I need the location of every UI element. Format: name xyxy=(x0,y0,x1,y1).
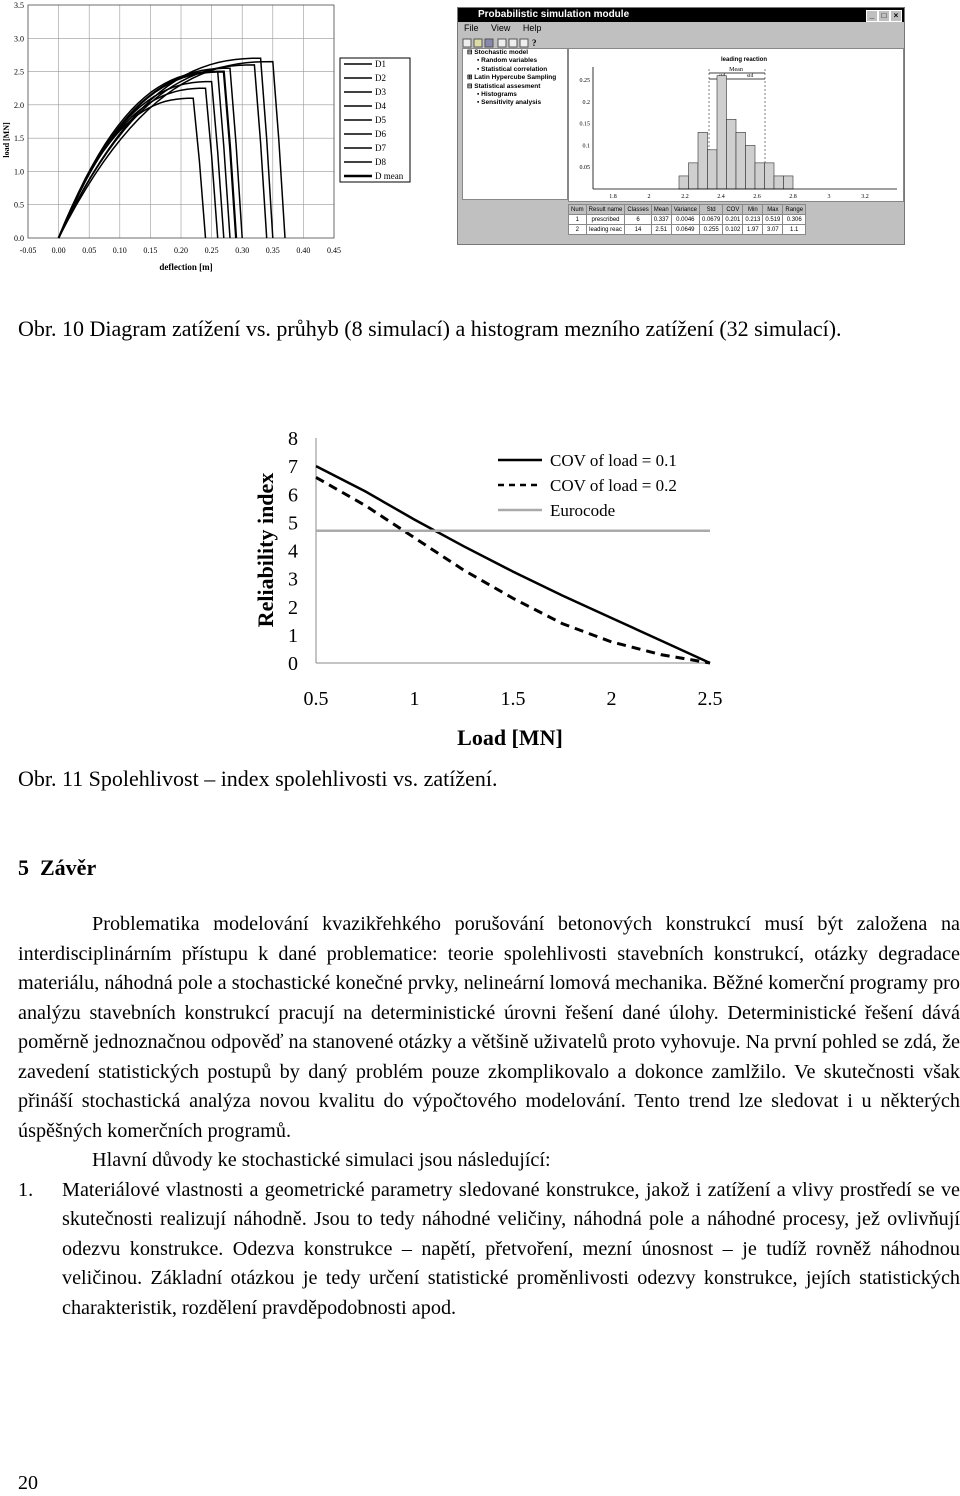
x-tick-label: 2 xyxy=(606,688,617,710)
table-cell[interactable]: prescribed xyxy=(586,215,625,225)
x-tick-label: 2 xyxy=(647,194,651,200)
window-titlebar xyxy=(458,8,904,22)
cut-icon[interactable] xyxy=(498,39,506,47)
series-line-d4 xyxy=(59,72,230,238)
y-tick-label: 0.1 xyxy=(582,143,590,150)
y-tick-label: 0.5 xyxy=(14,200,24,210)
y-tick-label: 0 xyxy=(288,653,298,675)
y-tick-label: 0.15 xyxy=(579,121,590,128)
std-right-annotation: std xyxy=(746,73,754,79)
paragraph-2: Hlavní důvody ke stochastické simulaci jsou následující: xyxy=(92,1149,551,1171)
x-tick-label: 2.2 xyxy=(681,194,689,200)
histogram-bar xyxy=(708,150,718,189)
x-tick-label: 2.4 xyxy=(717,194,725,200)
y-tick-label: 3 xyxy=(288,568,298,591)
table-cell[interactable]: 3.07 xyxy=(763,225,783,235)
legend-label: D4 xyxy=(375,101,386,111)
x-tick-label: 3.2 xyxy=(861,194,869,200)
section-heading xyxy=(18,855,96,881)
x-tick-label: 0.25 xyxy=(204,246,219,255)
x-tick-label: 0.30 xyxy=(235,246,250,255)
x-tick-label: 0.00 xyxy=(51,246,66,255)
histogram-bar xyxy=(689,163,699,189)
series-line-d-mean xyxy=(59,72,237,238)
x-tick-label: 1.5 xyxy=(500,688,526,710)
paragraph-1: Problematika modelování kvazikřehkého porušování betonových konstrukcí musí být založena na interdisciplinárním přístupu k dané problematice: teorie spolehlivosti stavebních konstrukcí, otázky degradace materiálu, náhodná pole a stochastické konečné prvky, nelineární lomová mechanika. Běžné komerční programy pro analýzu stavebních konstrukcí pracují na deterministické úrovni řešení dané úlohy. Deterministické řešení dává poměrně jednoznačnou odpověď na stanovené otázky a většině uživatelů proto vyhovuje. Na první pohled se zdá, že zavedení statistických postupů by daný problém pouze zkomplikovalo a dokonce zamlžilo. Ve skutečnosti však přináší stochastická analýza novou kvalitu do výpočtového modelování. Tento trend lze sledovat i u některých úspěšných komerčních programů. xyxy=(18,913,960,1142)
y-tick-label: 1 xyxy=(288,624,298,647)
close-button[interactable]: × xyxy=(890,10,902,22)
histogram-bar xyxy=(774,176,784,189)
copy-icon[interactable] xyxy=(509,39,517,47)
x-tick-label: 0.5 xyxy=(303,688,329,710)
results-table xyxy=(568,204,806,235)
x-axis-label: deflection [m] xyxy=(159,262,213,272)
table-header-cell: COV xyxy=(723,205,743,215)
histogram-bar xyxy=(765,163,775,189)
histogram-bar xyxy=(698,132,708,189)
tree-item-lhs[interactable]: ⊞ Latin Hypercube Sampling xyxy=(467,74,557,82)
histogram-chart xyxy=(568,48,904,202)
y-tick-label: 5 xyxy=(288,512,298,535)
x-tick-label: 0.10 xyxy=(112,246,127,255)
open-icon[interactable] xyxy=(474,39,482,47)
table-cell[interactable]: 6 xyxy=(625,215,651,225)
y-tick-label: 2 xyxy=(288,596,298,619)
table-cell[interactable]: 1.1 xyxy=(783,225,806,235)
x-tick-label: 2.6 xyxy=(753,194,761,200)
histogram-bar xyxy=(784,176,794,189)
y-tick-label: 2.0 xyxy=(14,100,24,110)
x-tick-label: 0.05 xyxy=(82,246,97,255)
histogram-bar xyxy=(755,163,765,189)
legend-label: D3 xyxy=(375,87,386,97)
histogram-bar xyxy=(727,119,737,189)
table-header-cell: Mean xyxy=(651,205,671,215)
legend-label: D2 xyxy=(375,73,386,83)
help-icon[interactable]: ? xyxy=(532,38,537,48)
table-header-cell: Range xyxy=(783,205,806,215)
mean-annotation: Mean xyxy=(729,67,743,73)
x-tick-label: 1 xyxy=(409,688,420,710)
histogram-title: leading reaction xyxy=(720,57,768,63)
x-tick-label: 0.20 xyxy=(174,246,188,255)
y-tick-label: 3.5 xyxy=(14,1,24,10)
table-cell[interactable]: 2 xyxy=(569,225,587,235)
legend-label: Eurocode xyxy=(550,501,616,520)
table-cell[interactable]: 0.255 xyxy=(699,225,722,235)
y-tick-label: 6 xyxy=(288,484,298,507)
tree-item-statistical-correlation[interactable]: ▪ Statistical correlation xyxy=(477,65,548,73)
table-header-cell: Variance xyxy=(671,205,699,215)
table-cell[interactable]: 0.519 xyxy=(763,215,783,225)
histogram-bar xyxy=(717,76,727,189)
y-tick-label: 0.2 xyxy=(582,99,590,106)
x-tick-label: 0.35 xyxy=(265,246,280,255)
section-title: Závěr xyxy=(40,855,97,880)
table-cell[interactable]: 1.97 xyxy=(743,225,763,235)
toolbar xyxy=(462,35,562,48)
x-axis-label: Load [MN] xyxy=(457,725,563,750)
y-tick-label: 4 xyxy=(288,540,298,563)
page-number: 20 xyxy=(18,1472,38,1494)
figure-11-caption: Obr. 11 Spolehlivost – index spolehlivosti vs. zatížení. xyxy=(18,766,498,791)
list-item-number: 1. xyxy=(18,1178,34,1201)
table-cell[interactable]: 0.213 xyxy=(743,215,763,225)
legend-label: COV of load = 0.2 xyxy=(550,476,677,495)
section-body xyxy=(18,910,960,1323)
table-cell[interactable]: 0.306 xyxy=(783,215,806,225)
menu-file[interactable]: File xyxy=(464,23,479,33)
menu-bar xyxy=(458,22,904,34)
x-tick-label: 0.15 xyxy=(143,246,158,255)
histogram-bar xyxy=(736,132,746,189)
window-title: Probabilistic simulation module xyxy=(478,9,630,20)
x-tick-label: 0.45 xyxy=(327,246,341,255)
x-tick-label: 0.40 xyxy=(296,246,311,255)
save-icon[interactable] xyxy=(485,39,493,47)
table-cell[interactable]: 2.51 xyxy=(651,225,671,235)
table-header-cell: Min xyxy=(743,205,763,215)
legend-label: COV of load = 0.1 xyxy=(550,451,677,470)
table-cell[interactable]: 0.0046 xyxy=(671,215,699,225)
x-tick-label: 3 xyxy=(827,194,831,200)
reliability-chart xyxy=(240,418,760,756)
tree-item-histograms[interactable]: ▪ Histograms xyxy=(477,90,517,98)
simulation-window xyxy=(457,7,905,245)
y-tick-label: 0.25 xyxy=(579,78,590,85)
table-header-cell: Classes xyxy=(625,205,651,215)
y-tick-label: 7 xyxy=(288,456,298,479)
table-header-cell: Result name xyxy=(586,205,625,215)
tree-item-random-variables[interactable]: ▪ Random variables xyxy=(477,57,538,65)
table-header-cell: Max xyxy=(763,205,783,215)
table-cell[interactable]: 0.102 xyxy=(723,225,743,235)
legend-label: D6 xyxy=(375,129,386,139)
table-cell[interactable]: 0.337 xyxy=(651,215,671,225)
table-cell[interactable]: 14 xyxy=(625,225,651,235)
y-tick-label: 2.5 xyxy=(14,67,24,77)
y-tick-label: 1.0 xyxy=(14,167,24,177)
menu-view[interactable]: View xyxy=(491,23,511,33)
legend-label: D mean xyxy=(375,171,404,181)
table-cell[interactable]: 1 xyxy=(569,215,587,225)
table-cell[interactable]: 0.201 xyxy=(723,215,743,225)
x-tick-label: 2.8 xyxy=(789,194,797,200)
menu-help[interactable]: Help xyxy=(522,23,542,33)
legend-label: D1 xyxy=(375,59,386,69)
figure-10-caption: Obr. 10 Diagram zatížení vs. průhyb (8 simulací) a histogram mezního zatížení (32 simulací). xyxy=(18,316,842,341)
tree-panel xyxy=(462,48,568,200)
table-cell[interactable]: 0.0649 xyxy=(671,225,699,235)
table-cell[interactable]: 0.0679 xyxy=(699,215,722,225)
list-item-1 xyxy=(18,1176,960,1324)
minimize-button[interactable]: _ xyxy=(866,10,878,22)
table-cell[interactable]: leading reac xyxy=(586,225,625,235)
legend-label: D5 xyxy=(375,115,386,125)
legend-label: D8 xyxy=(375,157,386,167)
y-tick-label: 0.05 xyxy=(579,165,590,172)
x-tick-label: 1.8 xyxy=(609,194,617,200)
x-tick-label: -0.05 xyxy=(19,246,37,255)
series-line-cov-of-load-0-1 xyxy=(316,466,710,663)
table-header-cell: Num xyxy=(569,205,587,215)
legend-label: D7 xyxy=(375,143,386,153)
maximize-button[interactable]: □ xyxy=(878,10,890,22)
y-axis-label: load [MN] xyxy=(2,122,11,158)
tree-item-sensitivity[interactable]: ▪ Sensitivity analysis xyxy=(477,99,542,107)
list-item-text: Materiálové vlastnosti a geometrické parametry sledované konstrukce, jakož i zatížení a vlivy prostředí se ve skutečnosti realizují náhodně. Jsou to tedy náhodné veličiny, náhodná pole a náhodné procesy, jež ovlivňují odezvu konstrukce. Odezva konstrukce – napětí, přetvoření, mezní únosnost – je tudíž rovněž náhodnou veličinou. Základní otázkou je tedy určení statistické proměnlivosti odezvy konstrukce, jejích statistických charakteristik, rozdělení pravděpodobnosti apod. xyxy=(62,1178,960,1319)
histogram-bar xyxy=(746,145,756,189)
load-deflection-chart xyxy=(0,0,440,280)
y-tick-label: 8 xyxy=(288,428,298,450)
y-axis-label: Reliability index xyxy=(253,472,278,628)
tree-item-stochastic-model[interactable]: ⊟ Stochastic model xyxy=(467,49,529,56)
y-tick-label: 1.5 xyxy=(14,134,24,144)
histogram-bar xyxy=(679,176,689,189)
x-tick-label: 2.5 xyxy=(697,688,723,710)
section-number: 5 xyxy=(18,855,29,880)
tree-item-statistical-assesment[interactable]: ⊟ Statistical assesment xyxy=(467,82,541,90)
table-header-cell: Std xyxy=(699,205,722,215)
new-icon[interactable] xyxy=(463,39,471,47)
paste-icon[interactable] xyxy=(520,39,528,47)
y-tick-label: 0.0 xyxy=(14,234,24,243)
y-tick-label: 3.0 xyxy=(14,34,24,44)
